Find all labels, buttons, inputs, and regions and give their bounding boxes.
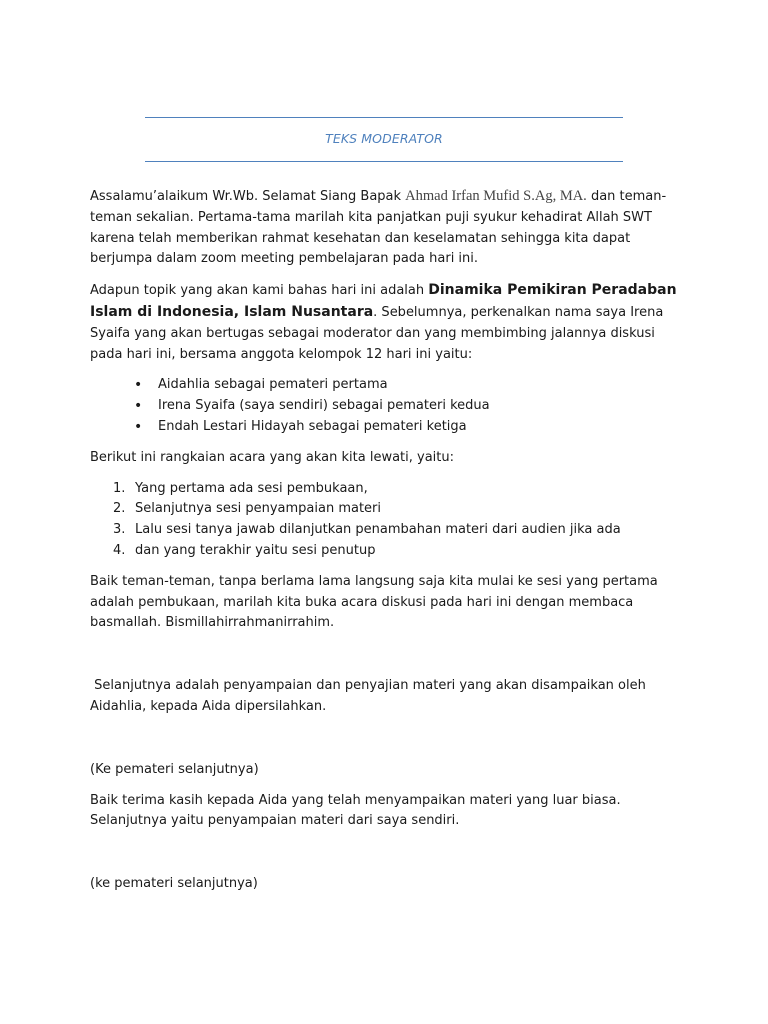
title-rule-bottom (145, 161, 623, 162)
spacer (90, 644, 680, 676)
list-number: 1. (113, 480, 126, 496)
list-item (113, 520, 680, 541)
spacer (90, 842, 680, 874)
list-item (113, 541, 680, 562)
list-text: dan yang terakhir yaitu sesi penutup (135, 542, 376, 558)
list-item: • Endah Lestari Hidayah sebagai pemateri ketiga (158, 417, 680, 438)
list-item (113, 499, 680, 520)
paragraph-thanks: Baik terima kasih kepada Aida yang telah menyampaikan materi yang luar biasa. Selanjutnya yaitu penyampaian materi dari saya sendiri. (90, 792, 621, 829)
list-number: 4. (113, 542, 126, 558)
paragraph-next-speaker-note-2: (ke pemateri selanjutnya) (90, 876, 258, 892)
list-number: 2. (113, 501, 126, 517)
agenda-list (90, 479, 680, 562)
topic-continued: . Sebelumnya, perkenalkan nama saya Irena Syaifa yang akan bertugas sebagai moderator dan yang membimbing jalannya diskusi pada hari ini, bersama anggota kelompok 12 hari ini yaitu: (90, 304, 664, 362)
paragraph-topic (90, 280, 680, 365)
list-item: • Irena Syaifa (saya sendiri) sebagai pemateri kedua (158, 396, 680, 417)
list-text: Selanjutnya sesi penyampaian materi (135, 501, 381, 517)
list-item: • Aidahlia sebagai pemateri pertama (158, 375, 680, 396)
document-body (90, 186, 680, 905)
paragraph-next-speaker-note: (Ke pemateri selanjutnya) (90, 761, 259, 777)
paragraph-greeting (90, 186, 680, 270)
paragraph-agenda-intro: Berikut ini rangkaian acara yang akan kita lewati, yaitu: (90, 449, 454, 465)
paragraph-first-speaker: Selanjutnya adalah penyampaian dan penyajian materi yang akan disampaikan oleh Aidahlia, kepada Aida dipersilahkan. (90, 678, 650, 714)
list-text: Lalu sesi tanya jawab dilanjutkan penambahan materi dari audien jika ada (135, 522, 621, 538)
spacer (90, 728, 680, 760)
list-text: Yang pertama ada sesi pembukaan, (135, 480, 368, 496)
document-title: TEKS MODERATOR (325, 131, 443, 146)
topic-title: Dinamika Pemikiran Peradaban Islam di Indonesia, Islam Nusantara (90, 282, 677, 320)
list-number: 3. (113, 522, 126, 538)
topic-intro: Adapun topik yang akan kami bahas hari ini adalah (90, 283, 429, 299)
greeting-text-continued: dan teman-teman sekalian. Pertama-tama marilah kita panjatkan puji syukur kehadirat Allah SWT karena telah memberikan rahmat kesehatan dan keselamatan sehingga kita dapat berjumpa dalam zoom meeting pembelajaran pada hari ini. (90, 189, 667, 267)
list-item (113, 479, 680, 500)
lecturer-name: Ahmad Irfan Mufid S.Ag, MA. (405, 188, 587, 204)
title-rule-top (145, 117, 623, 118)
member-list (90, 375, 680, 437)
paragraph-opening: Baik teman-teman, tanpa berlama lama langsung saja kita mulai ke sesi yang pertama adalah pembukaan, marilah kita buka acara diskusi pada hari ini dengan membaca basmallah. Bismillahirrahmanirrahim. (90, 573, 658, 631)
greeting-text: Assalamu’alaikum Wr.Wb. Selamat Siang Bapak (90, 189, 406, 204)
